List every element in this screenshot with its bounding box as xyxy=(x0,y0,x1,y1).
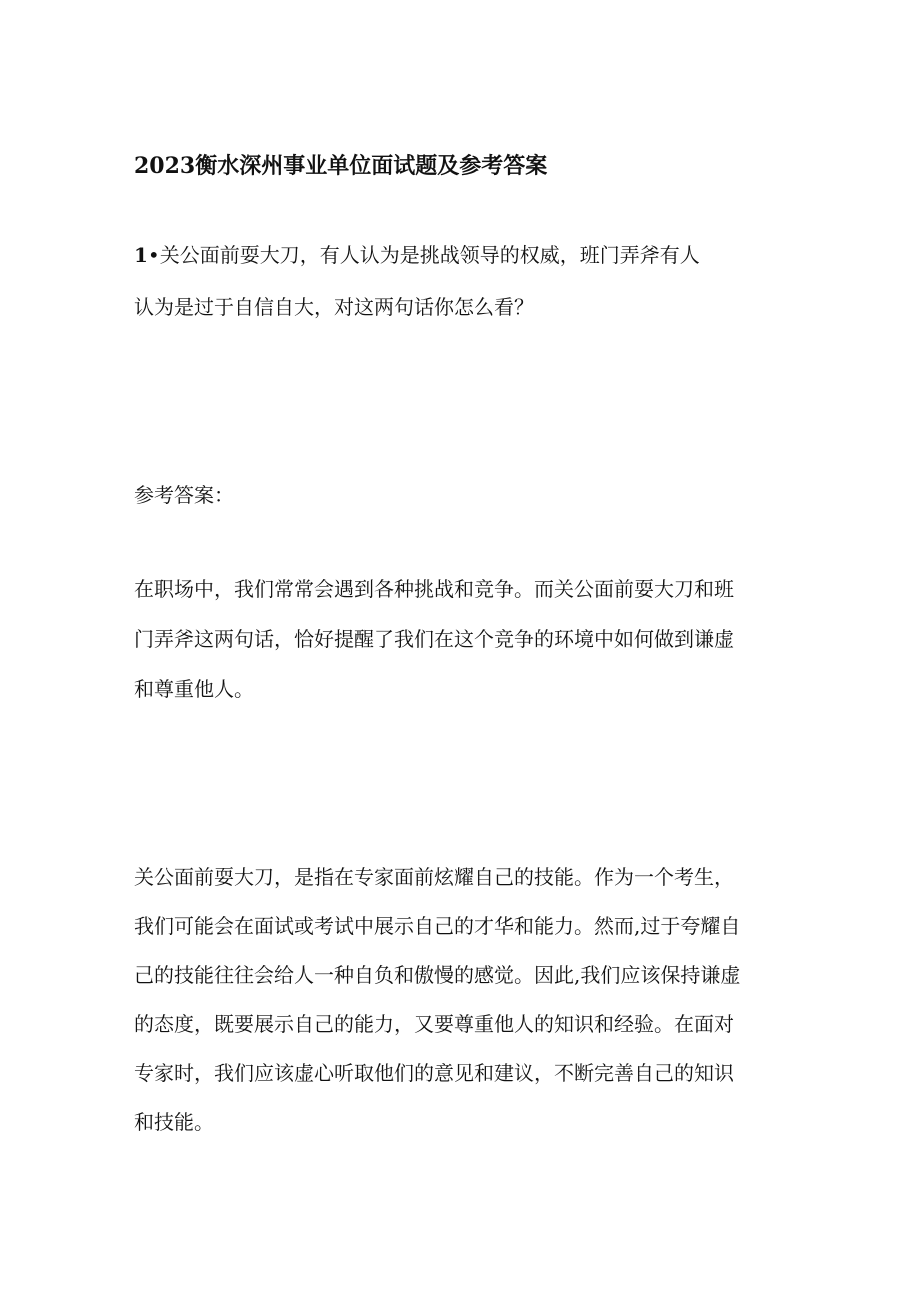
paragraph-1-line-1: 在职场中，我们常常会遇到各种挑战和竞争。而关公面前耍大刀和班 xyxy=(134,577,734,601)
answer-label: 参考答案： xyxy=(134,483,234,507)
paragraph-2-line-5: 专家时，我们应该虚心听取他们的意见和建议，不断完善自己的知识 xyxy=(134,1061,734,1085)
question-separator: • xyxy=(147,243,160,267)
paragraph-2-line-6: 和技能。 xyxy=(134,1110,214,1134)
question-line-1 xyxy=(134,240,700,270)
paragraph-2-line-3: 己的技能往往会给人一种自负和傲慢的感觉。因此,我们应该保持谦虚 xyxy=(134,963,741,987)
document-title: 2023衡水深州事业单位面试题及参考答案 xyxy=(134,153,548,179)
paragraph-1-line-2: 门弄斧这两句话，恰好提醒了我们在这个竞争的环境中如何做到谦虚 xyxy=(134,627,734,651)
paragraph-2-line-2: 我们可能会在面试或考试中展示自己的才华和能力。然而,过于夸耀自 xyxy=(134,914,741,938)
question-number: 1 xyxy=(134,243,148,267)
paragraph-2-line-4: 的态度，既要展示自己的能力，又要尊重他人的知识和经验。在面对 xyxy=(134,1012,734,1036)
paragraph-2-line-1: 关公面前耍大刀，是指在专家面前炫耀自己的技能。作为一个考生， xyxy=(134,865,734,889)
question-line-2: 认为是过于自信自大，对这两句话你怎么看？ xyxy=(134,295,534,319)
question-text-line-1: 关公面前耍大刀，有人认为是挑战领导的权威，班门弄斧有人 xyxy=(159,243,700,267)
paragraph-1-line-3: 和尊重他人。 xyxy=(134,677,254,701)
